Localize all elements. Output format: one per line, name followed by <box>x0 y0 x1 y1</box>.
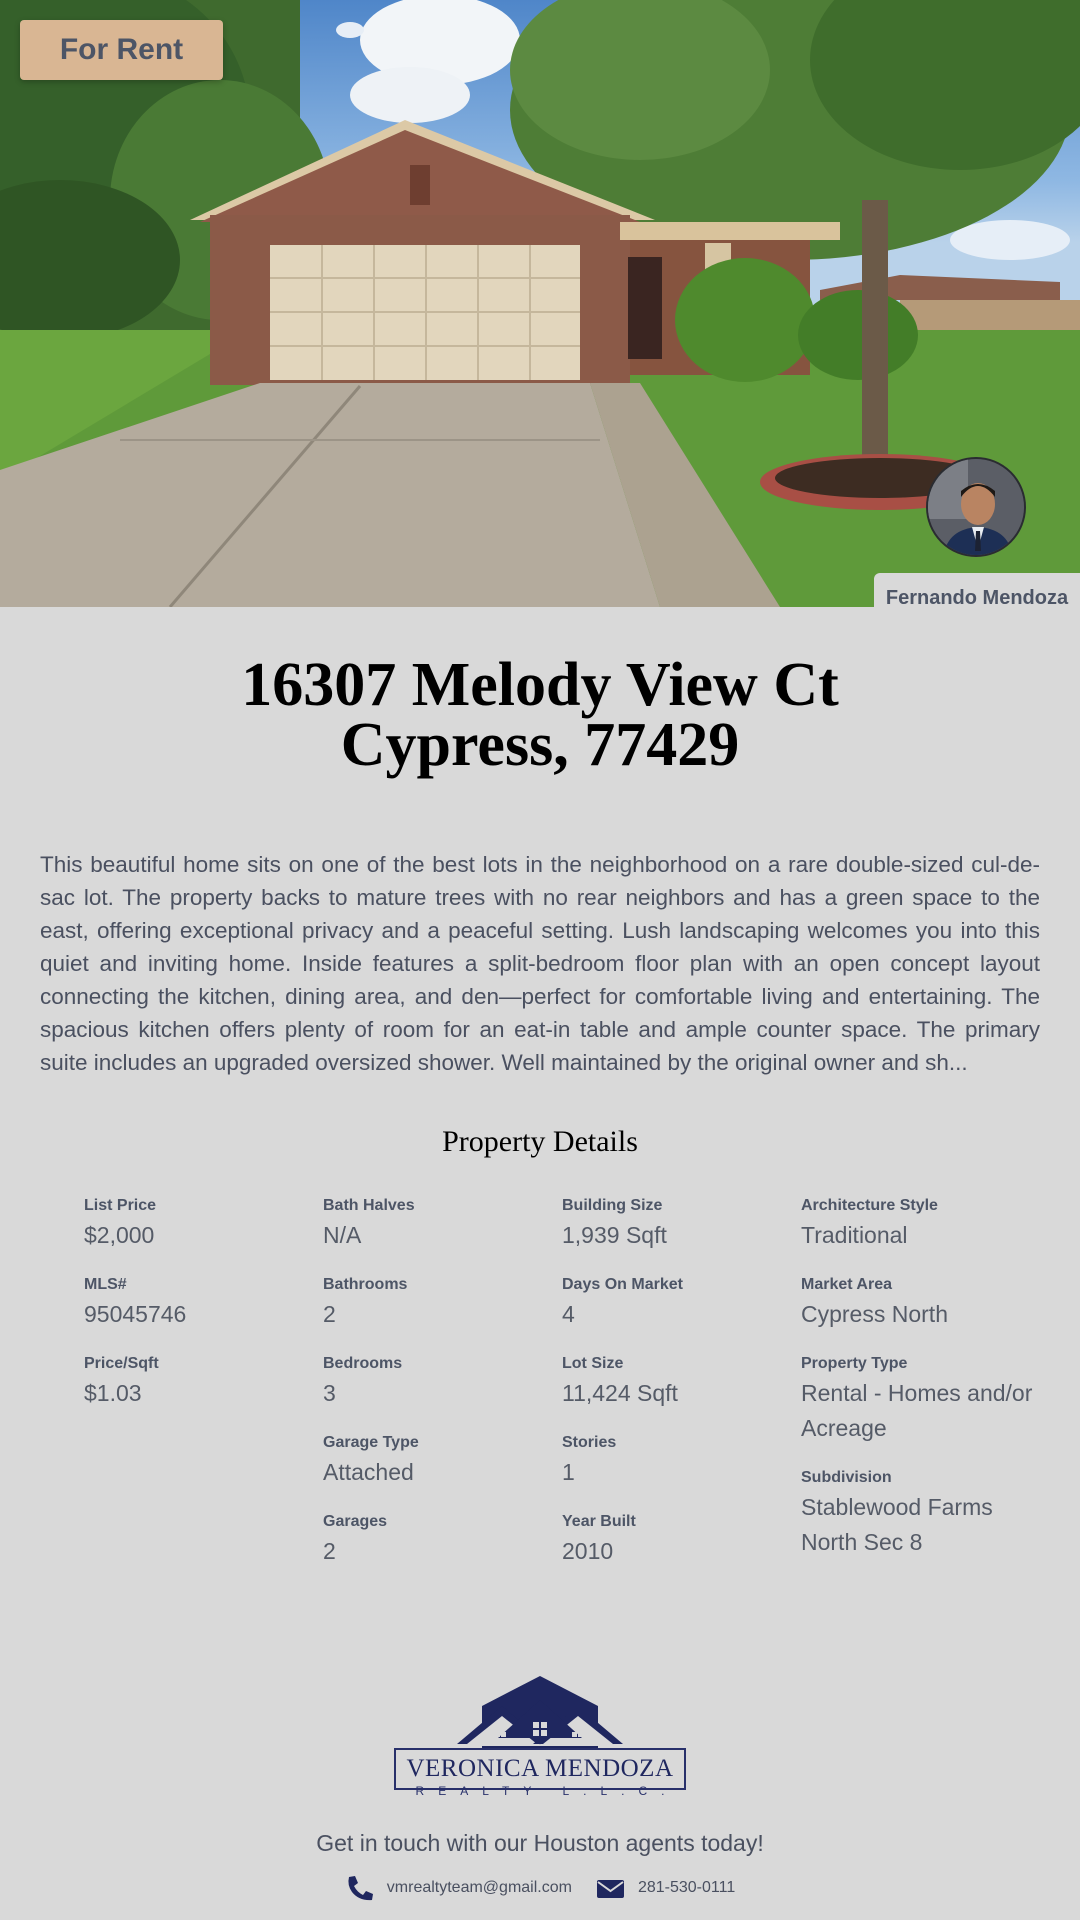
brand-subtitle: REALTY L.L.C. <box>415 1784 679 1798</box>
detail-value: 2 <box>323 1301 336 1327</box>
detail-label: Year Built <box>562 1513 636 1530</box>
detail-label: Subdivision <box>801 1469 892 1486</box>
detail-lot-size <box>562 1354 801 1411</box>
contact-row <box>0 1875 1080 1901</box>
phone-contact[interactable] <box>596 1875 735 1901</box>
detail-market-area <box>801 1275 1040 1332</box>
detail-property-type <box>801 1354 1040 1446</box>
detail-label: Market Area <box>801 1276 893 1293</box>
detail-value: 4 <box>562 1301 575 1327</box>
detail-days-on-market <box>562 1275 801 1332</box>
detail-label: Building Size <box>562 1197 663 1214</box>
detail-value: Rental - Homes and/or Acreage <box>801 1380 1033 1441</box>
phone-icon <box>345 1875 375 1901</box>
detail-value: Traditional <box>801 1222 908 1248</box>
detail-label: Bath Halves <box>323 1197 415 1214</box>
property-description: This beautiful home sits on one of the best lots in the neighborhood on a rare double-sized cul-de-sac lot. The property backs to mature trees with no rear neighbors and has a green space to the east, offering exceptional privacy and a peaceful setting. Lush landscaping welcomes you into this quiet and inviting home. Inside features a split-bedroom floor plan with an open concept layout connecting the kitchen, dining area, and den—perfect for comfortable living and entertaining. The spacious kitchen offers plenty of room for an eat-in table and ample counter space. The primary suite includes an upgraded oversized shower. Well maintained by the original owner and sh... <box>40 852 1040 1075</box>
detail-value: N/A <box>323 1222 362 1248</box>
email-address[interactable]: vmrealtyteam@gmail.com <box>386 1879 572 1896</box>
detail-label: Lot Size <box>562 1355 624 1372</box>
detail-price-sqft <box>84 1354 323 1411</box>
detail-label: Architecture Style <box>801 1197 938 1214</box>
detail-year-built <box>562 1512 801 1569</box>
detail-label: MLS# <box>84 1276 127 1293</box>
agent-name[interactable]: Fernando Mendoza <box>874 573 1080 607</box>
for-rent-badge: For Rent <box>20 20 223 80</box>
detail-value: 2010 <box>562 1538 614 1564</box>
detail-value: 1 <box>562 1459 575 1485</box>
house-photo-illustration <box>0 0 1080 607</box>
detail-label: List Price <box>84 1197 157 1214</box>
detail-list-price <box>84 1196 323 1253</box>
detail-architecture-style <box>801 1196 1040 1253</box>
brand-name: VERONICA MENDOZA <box>394 1748 686 1790</box>
agent-avatar[interactable] <box>926 457 1026 557</box>
details-column <box>84 1196 323 1591</box>
detail-label: Bathrooms <box>323 1276 408 1293</box>
detail-value: $2,000 <box>84 1222 155 1248</box>
property-details-grid <box>84 1196 1044 1591</box>
detail-value: 2 <box>323 1538 336 1564</box>
details-column <box>323 1196 562 1591</box>
address-street: 16307 Melody View Ct <box>241 651 839 719</box>
contact-cta: Get in touch with our Houston agents today! <box>316 1830 764 1856</box>
phone-number[interactable]: 281-530-0111 <box>637 1879 736 1896</box>
detail-garage-type <box>323 1433 562 1490</box>
detail-value: 1,939 Sqft <box>562 1222 667 1248</box>
detail-value: 3 <box>323 1380 336 1406</box>
detail-value: 95045746 <box>84 1301 187 1327</box>
detail-value: Attached <box>323 1459 414 1485</box>
detail-stories <box>562 1433 801 1490</box>
detail-bath-halves <box>323 1196 562 1253</box>
address-city-zip: Cypress, 77429 <box>340 711 740 779</box>
detail-label: Property Type <box>801 1355 908 1372</box>
detail-value: Stablewood Farms North Sec 8 <box>801 1494 993 1555</box>
email-contact[interactable] <box>345 1875 572 1901</box>
property-photo <box>0 0 1080 607</box>
detail-subdivision <box>801 1468 1040 1560</box>
detail-label: Days On Market <box>562 1276 683 1293</box>
detail-label: Garage Type <box>323 1434 419 1451</box>
agent-photo <box>928 459 1026 557</box>
details-column <box>562 1196 801 1591</box>
detail-garages <box>323 1512 562 1569</box>
detail-value: 11,424 Sqft <box>562 1380 678 1406</box>
detail-label: Bedrooms <box>323 1355 403 1372</box>
detail-bedrooms <box>323 1354 562 1411</box>
detail-label: Garages <box>323 1513 388 1530</box>
detail-building-size <box>562 1196 801 1253</box>
envelope-icon <box>596 1875 626 1901</box>
detail-mls <box>84 1275 323 1332</box>
details-column <box>801 1196 1040 1591</box>
detail-value: Cypress North <box>801 1301 948 1327</box>
property-details-heading: Property Details <box>442 1125 638 1158</box>
detail-bathrooms <box>323 1275 562 1332</box>
detail-label: Price/Sqft <box>84 1355 159 1372</box>
property-address <box>0 651 1080 779</box>
detail-value: $1.03 <box>84 1380 142 1406</box>
detail-label: Stories <box>562 1434 617 1451</box>
